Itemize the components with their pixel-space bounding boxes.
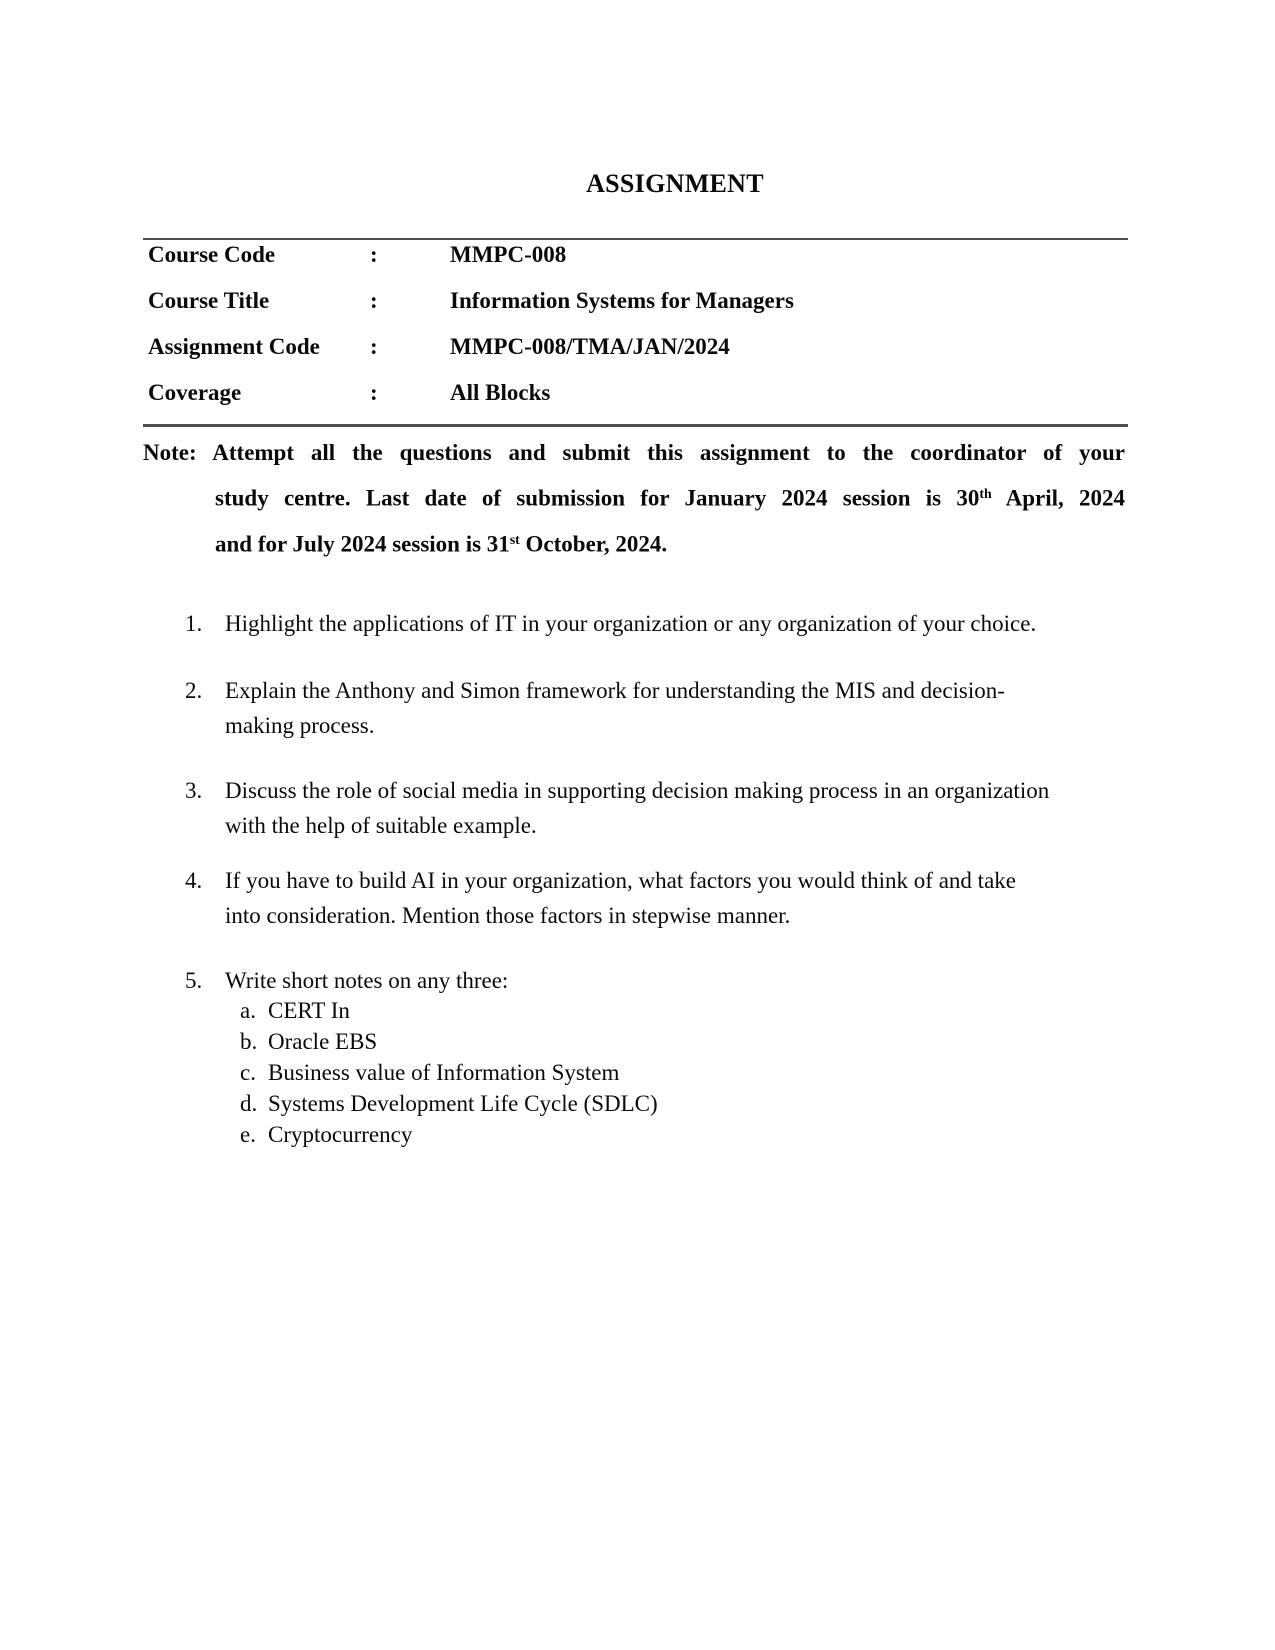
ordinal-superscript-th: th xyxy=(979,486,992,501)
question-text: If you have to build AI in your organization, what factors you would think of and take xyxy=(225,868,1016,893)
subitem-c xyxy=(240,1057,1040,1088)
question-item-1 xyxy=(185,606,1145,641)
subitem-letter: a. xyxy=(240,998,256,1023)
note-line-3 xyxy=(143,519,1125,565)
question-text: Highlight the applications of IT in your organization or any organization of your choice. xyxy=(225,611,1037,636)
question-text: making process. xyxy=(225,713,375,738)
note-line-2-text: study centre. Last date of submission for January 2024 session is 30 xyxy=(215,485,980,511)
question-text: Discuss the role of social media in supporting decision making process in an organization xyxy=(225,778,1050,803)
info-row-course-code xyxy=(143,240,1128,286)
document-title: ASSIGNMENT xyxy=(586,169,764,198)
question-item-5 xyxy=(185,963,1145,998)
question-number: 5. xyxy=(185,968,203,993)
row-value: Information Systems for Managers xyxy=(450,288,794,313)
question-text: Write short notes on any three: xyxy=(225,968,509,993)
subitem-d xyxy=(240,1088,1040,1119)
row-colon: : xyxy=(370,380,378,405)
note-line-2-end: April, 2024 xyxy=(991,485,1125,511)
row-label: Assignment Code xyxy=(148,334,320,359)
question-item-3 xyxy=(185,773,1145,843)
subitem-e xyxy=(240,1119,1040,1150)
question-text: into consideration. Mention those factors in stepwise manner. xyxy=(225,903,791,928)
question-number: 2. xyxy=(185,678,203,703)
row-colon: : xyxy=(370,288,378,313)
subitem-text: Business value of Information System xyxy=(268,1060,620,1085)
subitem-a xyxy=(240,995,1040,1026)
subitem-letter: e. xyxy=(240,1122,256,1147)
row-colon: : xyxy=(370,334,378,359)
ordinal-superscript-st: st xyxy=(509,531,520,547)
course-info-table xyxy=(143,238,1128,427)
row-label: Course Title xyxy=(148,288,270,313)
question-item-2 xyxy=(185,673,1145,743)
question-text: with the help of suitable example. xyxy=(225,813,537,838)
row-label: Coverage xyxy=(148,380,242,405)
question-number: 4. xyxy=(185,868,203,893)
info-row-course-title xyxy=(143,286,1128,332)
note-line-3-end: October, 2024. xyxy=(519,531,668,557)
subitem-b xyxy=(240,1026,1040,1057)
note-line-1-text: Attempt all the questions and submit this assignment to the coordinator of your xyxy=(212,440,1125,465)
info-row-coverage xyxy=(143,378,1128,424)
info-row-assignment-code xyxy=(143,332,1128,378)
subitem-letter: b. xyxy=(240,1029,258,1054)
note-line-1 xyxy=(143,432,1125,473)
row-colon: : xyxy=(370,242,378,267)
subitem-text: Oracle EBS xyxy=(268,1029,378,1054)
subitem-text: Systems Development Life Cycle (SDLC) xyxy=(268,1091,658,1116)
subitem-text: CERT In xyxy=(268,998,350,1023)
subitem-text: Cryptocurrency xyxy=(268,1122,413,1147)
row-label: Course Code xyxy=(148,242,276,267)
question-number: 1. xyxy=(185,611,203,636)
note-label: Note: xyxy=(143,440,197,465)
short-notes-sublist xyxy=(240,995,1040,1150)
question-text: Explain the Anthony and Simon framework for understanding the MIS and decision- xyxy=(225,678,1005,703)
row-value: MMPC-008 xyxy=(450,242,567,267)
subitem-letter: d. xyxy=(240,1091,258,1116)
subitem-letter: c. xyxy=(240,1060,256,1085)
note-paragraph xyxy=(143,432,1125,564)
row-value: All Blocks xyxy=(450,380,551,405)
note-line-2 xyxy=(143,473,1125,519)
row-value: MMPC-008/TMA/JAN/2024 xyxy=(450,334,730,359)
question-item-4 xyxy=(185,863,1145,933)
note-line-3-text: and for July 2024 session is 31 xyxy=(215,531,510,557)
question-number: 3. xyxy=(185,778,203,803)
